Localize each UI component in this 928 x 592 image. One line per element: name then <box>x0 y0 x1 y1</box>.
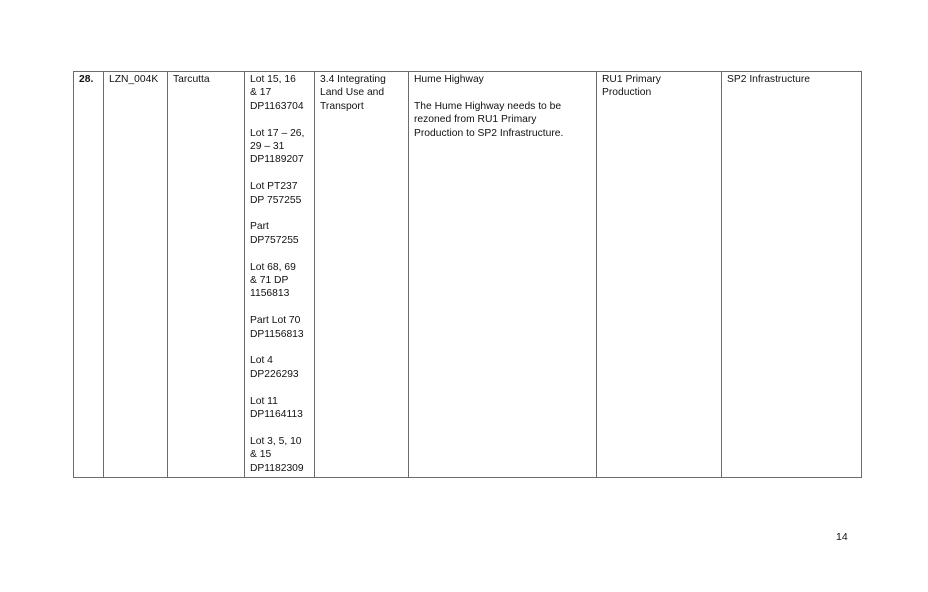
lot-entry: Lot 15, 16 & 17 DP1163704 <box>250 74 304 112</box>
lot-list <box>245 72 315 478</box>
zone-code: LZN_004K <box>104 72 168 478</box>
lot-entry: Lot 17 – 26, 29 – 31 DP1189207 <box>250 127 305 166</box>
strategy: 3.4 Integrating Land Use and Transport <box>315 72 409 478</box>
location: Tarcutta <box>168 72 245 478</box>
lot-entry: Lot 11 DP1164113 <box>250 395 303 421</box>
page-number: 14 <box>836 531 848 543</box>
table-row <box>74 72 862 478</box>
lot-entry: Lot PT237 DP 757255 <box>250 181 302 206</box>
lot-entry: Part DP757255 <box>250 221 299 246</box>
row-number: 28. <box>74 72 104 478</box>
lot-entry: Lot 4 DP226293 <box>250 355 299 380</box>
current-zone: RU1 Primary Production <box>597 72 722 478</box>
amendment-table <box>73 71 862 478</box>
description-title: Hume Highway <box>414 74 484 85</box>
description <box>409 72 597 478</box>
description-body: The Hume Highway needs to be rezoned from RU1 Primary Production to SP2 Infrastructure. <box>414 100 564 139</box>
lot-entry: Lot 68, 69 & 71 DP 1156813 <box>250 261 296 300</box>
lot-entry: Part Lot 70 DP1156813 <box>250 315 304 340</box>
lot-entry: Lot 3, 5, 10 & 15 DP1182309 <box>250 435 304 474</box>
proposed-zone: SP2 Infrastructure <box>722 72 862 478</box>
